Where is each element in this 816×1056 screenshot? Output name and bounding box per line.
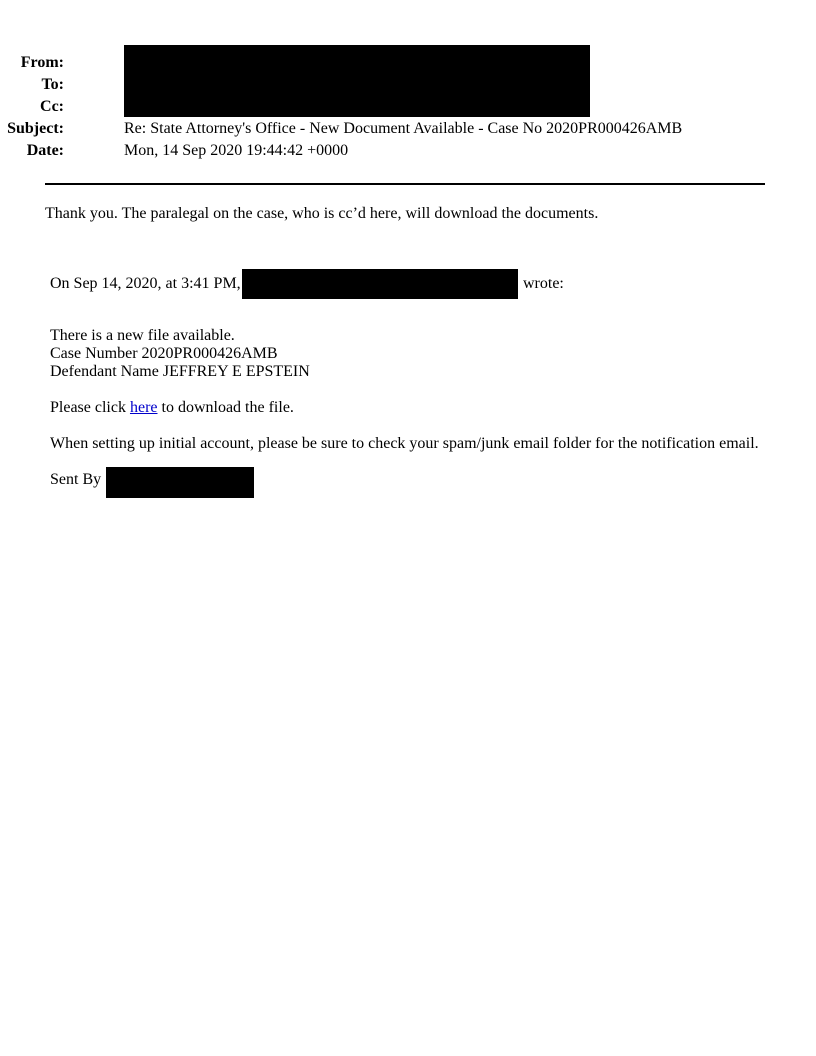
subject-row bbox=[0, 118, 760, 140]
reply-text: Thank you. The paralegal on the case, who is cc’d here, will download the documents. bbox=[45, 205, 599, 222]
download-suffix: to download the file. bbox=[161, 399, 294, 416]
download-prefix: Please click bbox=[50, 399, 126, 416]
subject-value: Re: State Attorney's Office - New Document Available - Case No 2020PR000426AMB bbox=[124, 120, 683, 137]
setup-note: When setting up initial account, please be sure to check your spam/junk email folder for the notification email. bbox=[50, 435, 759, 452]
header-redaction bbox=[124, 45, 590, 117]
cc-label: Cc: bbox=[40, 98, 64, 115]
to-label: To: bbox=[41, 76, 64, 93]
date-value: Mon, 14 Sep 2020 19:44:42 +0000 bbox=[124, 142, 349, 159]
sent-by-redaction bbox=[106, 467, 254, 498]
download-link[interactable]: here bbox=[129, 399, 158, 416]
download-instruction bbox=[50, 399, 294, 417]
quote-intro-suffix: wrote: bbox=[523, 275, 564, 292]
quoted-line-2: Case Number 2020PR000426AMB bbox=[50, 345, 278, 362]
sender-redaction bbox=[242, 269, 518, 299]
date-row bbox=[0, 140, 760, 162]
subject-label: Subject: bbox=[7, 120, 64, 137]
quoted-line-1: There is a new file available. bbox=[50, 327, 235, 344]
quoted-line-3: Defendant Name JEFFREY E EPSTEIN bbox=[50, 363, 310, 380]
from-label: From: bbox=[20, 54, 64, 71]
quote-intro-prefix: On Sep 14, 2020, at 3:41 PM, bbox=[50, 275, 241, 292]
date-label: Date: bbox=[26, 142, 64, 159]
sent-by-label: Sent By bbox=[50, 471, 102, 488]
header-divider bbox=[45, 183, 765, 185]
